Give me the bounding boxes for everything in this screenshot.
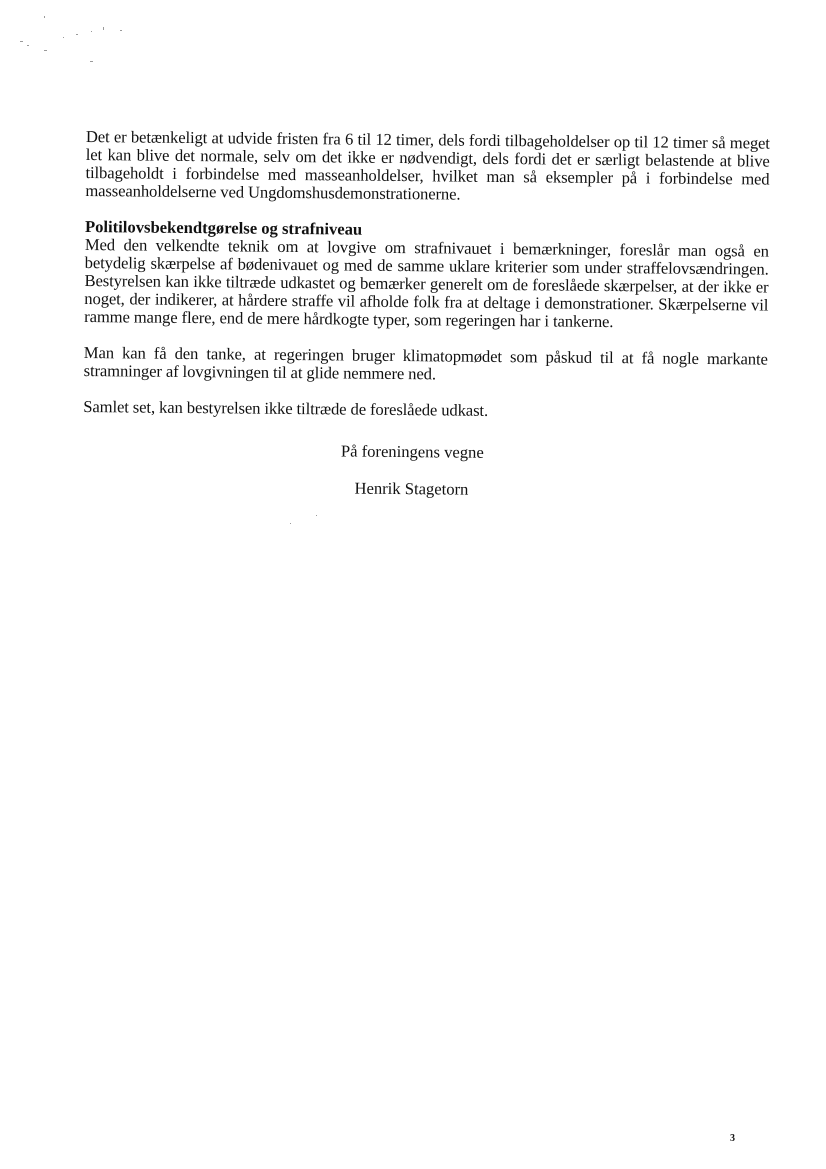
- letter-body: [82, 128, 769, 502]
- paragraph-climate-summit: Man kan få den tanke, at regeringen bruger klimatopmødet som påskud til at få nogle markante stramninger af lovgivningen til at glide nemmere ned.: [83, 342, 768, 384]
- closing-block: [82, 440, 766, 502]
- section-heading: Politilovsbekendtgørelse og strafniveau: [84, 216, 363, 239]
- paragraph-conclusion: Samlet set, kan bestyrelsen ikke tiltræde de foreslåede udkast.: [83, 396, 489, 420]
- paragraph-penalty-level: Med den velkendte teknik om at lovgive om strafnivauet i bemærkninger, foreslår man også en betydelig skærpelse af bødenivauet og med de samme uklare kriterier som under straffelovsændringen. Bestyrelsen kan ikke tiltræde udkastet og bemærker generelt om de foreslåede skærpelser, at der ikke er noget, der indikerer, at hårdere straffe vil afholde folk fra at deltage i demonstrationer. Skærpelserne vil ramme mange flere, end de mere hårdkogte typer, som regeringen har i tankerne.: [84, 234, 769, 332]
- paragraph-detention-period: Det er betænkeligt at udvide fristen fra 6 til 12 timer, dels fordi tilbageholdelser op til 12 timer så meget let kan blive det normale, selv om det ikke er nødvendigt, dels fordi det er særligt belastende at blive tilbageholdt i forbindelse med masseanholdelser, hvilket man så eksempler på i forbindelse med masseanholdelserne ved Ungdomshusdemonstrationerne.: [85, 127, 770, 204]
- page-number: 3: [730, 1133, 735, 1144]
- signature-name: Henrik Stagetorn: [354, 478, 469, 499]
- on-behalf-line: På foreningens vegne: [340, 441, 484, 462]
